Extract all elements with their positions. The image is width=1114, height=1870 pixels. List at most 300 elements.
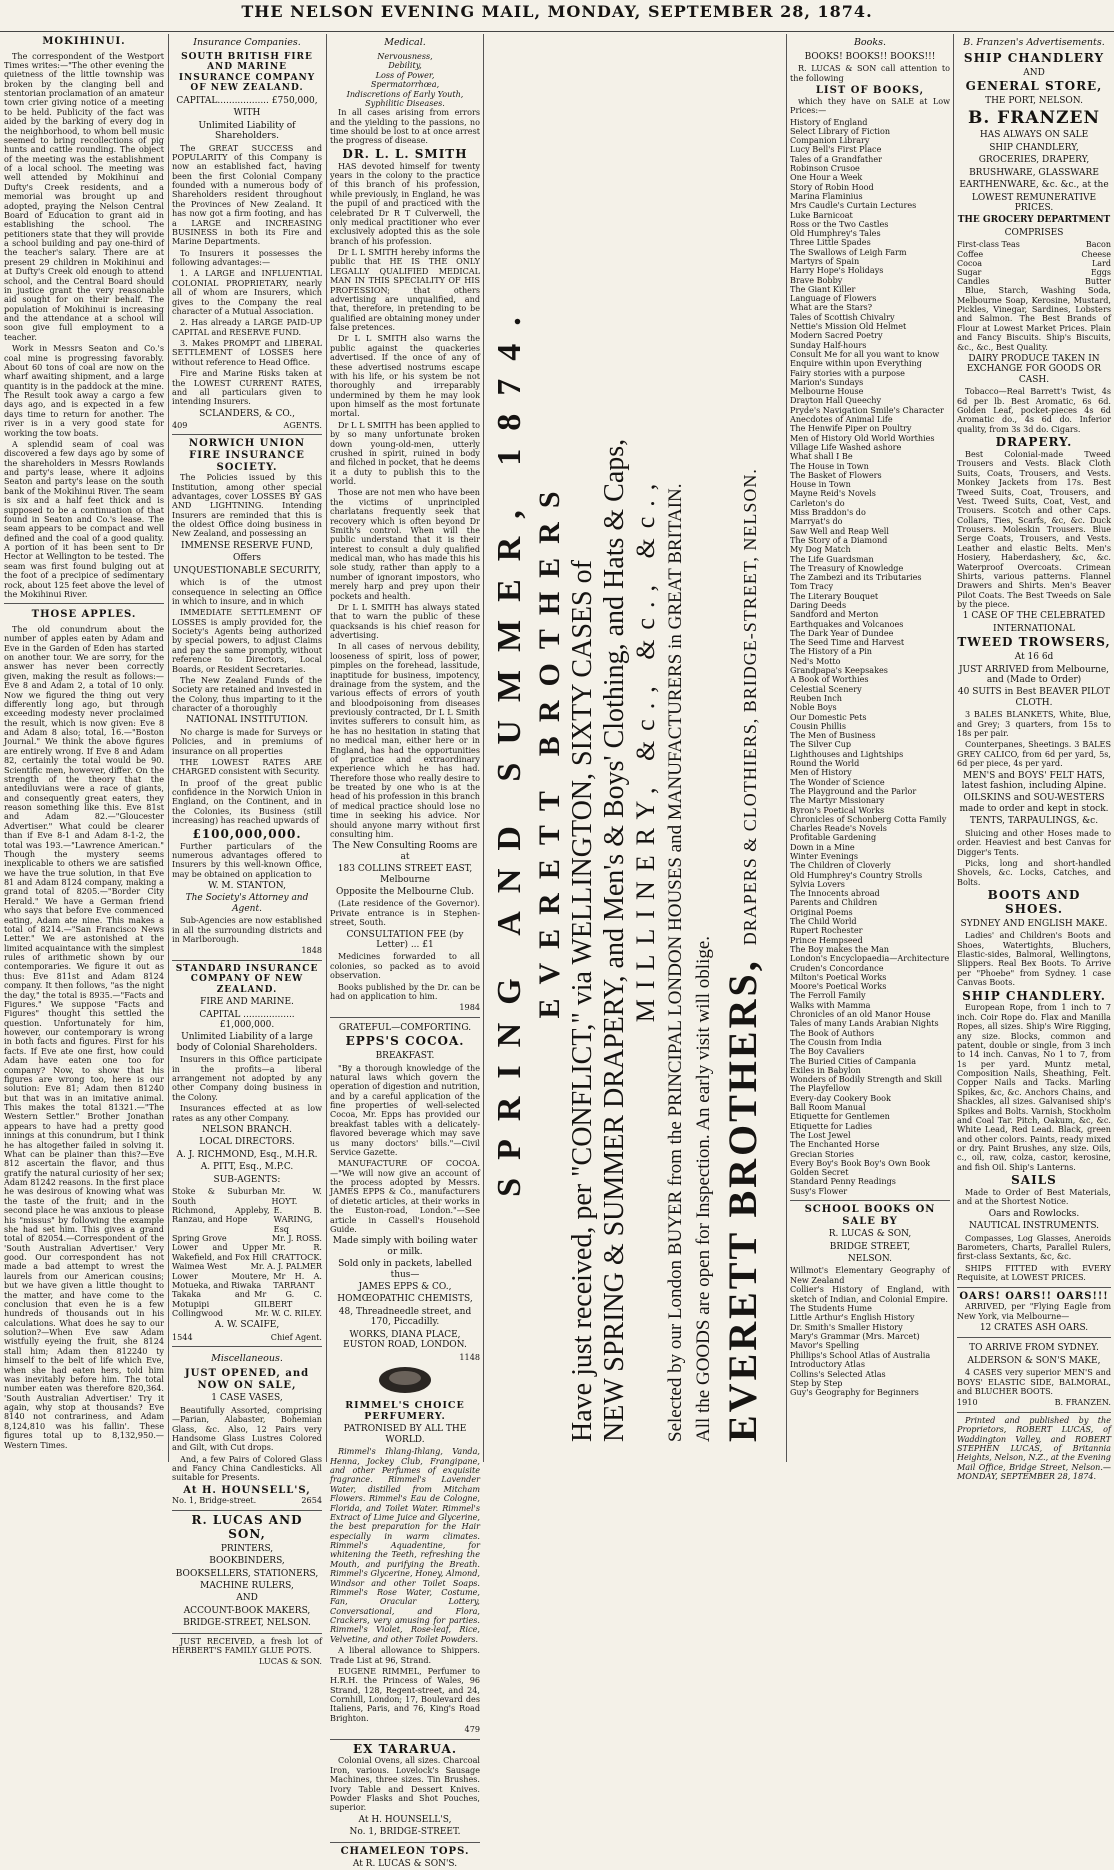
- ad-text: THE GROCERY DEPARTMENT: [957, 215, 1111, 226]
- ad-number: 1848: [301, 945, 322, 956]
- school-book-item: Phillips's School Atlas of Australia: [790, 1349, 931, 1360]
- book-list-item: Mayne Reid's Novels: [790, 488, 876, 499]
- ad-title-norwich-union: NORWICH UNION FIRE INSURANCE SOCIETY.: [188, 438, 306, 473]
- column-3: [330, 34, 480, 1870]
- section-heading-franzen: B. Franzen's Advertisements.: [963, 37, 1105, 48]
- ad-text: European Rope, from 1 inch to 7 inch. Coir Rope do. Flax and Manilla Ropes, all sizes. Ship's Wire Rigging, any size. Blocks, common and patent, double or single, from 3 inch to 14 inch. Canvas, No 1 to 7, from 1s per yard. Muntz metal, Composition Nails, Sheathing, Felt. Copper Nails and Tacks. Marling Spikes, &c, &c. Anchors Chains, and Shackles, all sizes. Galvanised ship's Spikes and Bolts. Varnish, Stockholm and Coal Tar. Pitch, Oakum, &c, &c. White Lead, Red Lead. Black, green and other colors. Paints, ready mixed or dry. Paint Brushes, any size. Oils, c., oil, raw, colza, castor, kerosine, and fish Oil. Ship's Lanterns.: [957, 1002, 1111, 1172]
- school-book-item: Little Arthur's English History: [790, 1312, 915, 1323]
- ad-text: HAS ALWAYS ON SALE: [979, 130, 1089, 141]
- ad-text: LOCAL DIRECTORS.: [199, 1137, 295, 1148]
- ad-text: SYDNEY AND ENGLISH MAKE.: [960, 918, 1108, 929]
- ad-signature: B. FRANZEN.: [1054, 1397, 1111, 1408]
- ad-text: Picks, long and short-handled Shovels, &c. Locks, Catches, and Bolts.: [957, 857, 1111, 887]
- book-list-item: The Wonder of Science: [790, 776, 885, 787]
- book-list-item: Old Humphrey's Tales: [790, 228, 881, 239]
- book-list-item: Men of History Old World Worthies: [790, 432, 935, 443]
- ad-text: The New Zealand Funds of the Society are retained and invested in the Colony, thus imparting to it the character of a thoroughly: [172, 674, 322, 714]
- ad-text: HAS devoted himself for twenty years in the colony to the practice of this branch of his profession, while previously, in England, he was the pupil of and practiced with the celebrated Dr R T Culverwell, the only medical practitioner who ever exclusively adopted this as the sole branch of his profession.: [330, 160, 480, 246]
- ad-text: Sub-Agencies are now established in all the surrounding districts and in Marlborough.: [172, 915, 322, 945]
- book-list-item: The Innocents abroad: [790, 888, 880, 899]
- ad-text: EARTHENWARE, &c. &c., at the: [959, 180, 1109, 191]
- ad-signature: W. M. STANTON,: [208, 881, 286, 892]
- section-heading-misc: Miscellaneous.: [211, 1353, 283, 1365]
- grocery-list: [957, 240, 1111, 286]
- ad-text: 1 CASE VASES,: [211, 1393, 283, 1404]
- ad-text: HOMŒOPATHIC CHEMISTS,: [337, 1294, 473, 1305]
- ad-text: Indiscretions of Early Youth,: [346, 88, 464, 99]
- column-1: [4, 34, 164, 1462]
- ad-title-dr-smith: DR. L. L. SMITH: [342, 146, 468, 161]
- ad-text: WITH: [233, 108, 261, 119]
- ad-signature: LUCAS & SON.: [258, 1656, 322, 1667]
- ad-text: Sold only in packets, labelled thus—: [338, 1259, 472, 1280]
- ad-text: AGENTS.: [283, 420, 322, 431]
- masthead: THE NELSON EVENING MAIL, MONDAY, SEPTEMBER 28, 1874.: [0, 0, 1114, 32]
- book-list-item: The Boy makes the Man: [790, 943, 890, 954]
- ad-text: 3 BALES BLANKETS, White, Blue, and Grey; 3 quarters, from 15s to 18s per pair.: [957, 709, 1111, 739]
- ad-text: TO ARRIVE FROM SYDNEY.: [969, 1343, 1099, 1354]
- sub-agent-district: Stoke & Suburban South: [172, 1186, 268, 1206]
- book-list-item: Cruden's Concordance: [790, 962, 884, 973]
- ad-text: A. PITT, Esq., M.P.C.: [200, 1162, 294, 1173]
- book-list-item: The Playfellow: [790, 1083, 851, 1094]
- ad-text: LOWEST REMUNERATIVE PRICES.: [971, 192, 1097, 214]
- book-list-item: Round the World: [790, 758, 860, 769]
- ad-text: COMPRISES: [1004, 227, 1064, 238]
- book-list-item: What shall I Be: [790, 451, 853, 462]
- book-list-item: The Ferroll Family: [790, 990, 866, 1001]
- book-list-item: Every Boy's Book Boy's Own Book: [790, 1157, 931, 1168]
- ad-rotated-line: DRAPERS & CLOTHIERS, BRIDGE-STREET, NELSON.: [740, 468, 760, 946]
- book-list-item: Tales of a Grandfather: [790, 153, 883, 164]
- ad-number: 1910: [957, 1397, 978, 1408]
- sub-agent-name: Mr. R. CRATTOCK.: [271, 1242, 322, 1262]
- book-list-item: The Playground and the Parlor: [790, 785, 917, 796]
- book-list-item: Grecian Stories: [790, 1148, 854, 1159]
- ad-text: SHIP CHANDLERY,: [989, 142, 1079, 153]
- book-list-item: The Seed Time and Harvest: [790, 637, 905, 648]
- ad-number: 1148: [459, 1351, 480, 1362]
- ad-title-school-books: SCHOOL BOOKS ON SALE BY: [804, 1203, 936, 1227]
- book-list-item: Ball Room Manual: [790, 1102, 866, 1113]
- book-list-item: The Cousin from India: [790, 1036, 882, 1047]
- ad-text: 12 CRATES ASH OARS.: [979, 1322, 1089, 1333]
- ad-text: NELSON.: [847, 1254, 893, 1265]
- book-list-item: Tales of many Lands Arabian Nights: [790, 1018, 939, 1029]
- book-list-item: Three Little Spades: [790, 237, 871, 248]
- book-list-item: Prince Hempseed: [790, 934, 863, 945]
- book-list-item: Moore's Poetical Works: [790, 981, 887, 992]
- ad-rotated-line: Have just received, per "CONFLICT," via WELLINGTON, SIXTY CASES of: [567, 560, 598, 1442]
- ad-text: SHIPS FITTED with EVERY Requisite, at LOWEST PRICES.: [957, 1262, 1111, 1283]
- book-list-item: The Literary Bouquet: [790, 590, 879, 601]
- sub-agent-row: [172, 1272, 322, 1291]
- grocery-row: [957, 240, 1111, 249]
- ad-text: MANUFACTURE OF COCOA.—"We will now give an account of the process adopted by Messrs. JAMES EPPS & Co., manufacturers of dietetic articles, at their works in the Euston-road, London."—See article in Cassell's Household Guide.: [330, 1158, 480, 1234]
- sub-agent-district: Waimea West: [172, 1261, 227, 1272]
- ad-rotated-line: EVERETT BROTHERS: [533, 477, 566, 1019]
- ad-title-south-british: SOUTH BRITISH FIRE AND MARINE INSURANCE COMPANY OF NEW ZEALAND.: [178, 52, 316, 94]
- ad-text: At 16 6d: [1014, 652, 1054, 663]
- everett-brothers-ad: [485, 34, 783, 1462]
- sub-agent-name: Mr G. C. GILBERT: [254, 1289, 322, 1309]
- book-list-item: Story of Robin Hood: [790, 181, 874, 192]
- ad-text: At H. HOUNSELL'S,: [358, 1814, 452, 1825]
- grocery-row: [957, 268, 1111, 277]
- ad-text: SUB-AGENTS:: [213, 1174, 281, 1185]
- book-list-item: Lucy Bell's First Place: [790, 144, 882, 155]
- book-list-item: Brave Bobby: [790, 274, 843, 285]
- rimmel-emblem-image: [330, 1362, 480, 1398]
- ad-title-oars: OARS! OARS!! OARS!!!: [959, 1290, 1109, 1302]
- ad-text: 4 CASES very superior MEN'S and BOYS' ELASTIC SIDE, BALMORAL, and BLUCHER BOOTS.: [957, 1367, 1111, 1397]
- book-list-item: The Men of Business: [790, 730, 876, 741]
- ad-text: MACHINE RULERS,: [200, 1580, 294, 1591]
- book-list-item: Reuben Inch: [790, 692, 843, 703]
- ad-text: PRINTERS,: [220, 1543, 274, 1554]
- school-book-item: Step by Step: [790, 1377, 843, 1388]
- ad-text: Dr L L SMITH also warns the public against the quackeries advertised. If the once of any of these advertised nostrums escape with his life, or his system be not thoroughly and irreparably undermined by them he may look upon himself as the most fortunate mortal.: [330, 333, 480, 419]
- book-list-item: What are the Stars?: [790, 302, 873, 313]
- article-paragraph: The old conundrum about the number of apples eaten by Adam and Eve in the Garden of Eden has started on another tour. We are sorry, for the answer has never been correctly given, making the result as follows:—Eve 8 and Adam 2, a total of 10 only. Now we figured the thing out very differently long ago, but through exceeding modesty never proclaimed the result, which is now given: Eve 8 and Adam 8 also; total, 16.—"Boston Journal." We think the above figures are entirely wrong. If Eve 8 and Adam 82, certainly the total would be 90. Scientific men, however, differ. On the strength of the theory that the antediluvians were a race of giants, and consequently great eaters, they reason something like this. Eve 81st and Adam 82.—"Gloucester Advertiser." What could be clearer than if Eve 8-1 and Adam 8-1-2, the total was 193.—"Lawrence American." Though the mystery seems inexplicable to others we are satisfied we have the true solution, in that Eve 81 and Adam 8124 company, making a grand total of 8205.—"Border City Herald." We have a German friend who says that before Eve commenced eating, Adam ate nine. This makes a total of 8214.—"San Francisco News Letter." We are astonished at the limited acquaintance with the simplest rules of arithmetic shown by our contemporaries. We figure it out as thus: Eve 811st and Adam 8124 company. It then follows, "as the night the day," the total is 8935.—"Facts and Figures." We suppose "Facts and Figures" thought this settled the question. Unfortunately for him, however, our contemporary is wrong in both facts and figures. First for his facts. If Eve ate one first, how could Adam have eaten one too for company? Now, to show that his figures are wrong too, here is our solution: Eve 81; Adam then 81240 but that was in an imitative animal. This makes the total 81321.—"The Western Settler." Brother Jonathan appears to have had a pretty good innings at this conundrum, but I think he has altogether failed in solving it. What can be plainer than this?—Eve 812 ascertain the flavor, and thus gratify the natural curiosity of her sex; Adam 81242 reasons. In the first place he was desirous of knowing what was the taste of the fruit; and in the second place he was anxious to please his "missus" by following the example she had set him. This gives a grand total of 82054.—Correspondent of the 'South Australian Advertiser.' Very good. Our correspondent has not made a bad attempt to wrest the laurels from our American cousins; but we have given a little thought to the matter, and have come to the conclusion that even he is a few hundreds of thousands out in his calculations. What does he say to our solution?—When Eve saw Adam wistfully eyeing the fruit, she 8124 stall him; Adam then 812240 ty himself to the belt of life which Eve, when she had eaten hers, told him was inevitably before him. The total number eaten was therefore 820,364. 'South Australian Advertiser.' Try it again, why stop at thousands? Eve 8140 not contrariness, and Adam 8,124,810 was his fallin'. These figures total up to 8,132,950.—Western Times.: [4, 623, 164, 1450]
- book-list-item: Enquire within upon Everything: [790, 358, 922, 369]
- ad-text: EUGENE RIMMEL, Perfumer to H.R.H. the Princess of Wales, 96 Strand, 128, Regent-street, and 24, Cornhill, London; 17, Boulevard des Italiens, Paris, and 76, King's Road Brighton.: [330, 1665, 480, 1723]
- ad-number: 1984: [459, 1002, 480, 1013]
- book-list-item: Luke Barnicoat: [790, 209, 853, 220]
- ad-text: NATIONAL INSTITUTION.: [186, 715, 308, 726]
- ad-text: Books published by the Dr. can be had on application to him.: [330, 981, 480, 1001]
- ad-title-list-of-books: LIST OF BOOKS,: [815, 85, 925, 97]
- ad-text: GRATEFUL—COMFORTING.: [338, 1022, 472, 1033]
- section-heading-books: Books.: [853, 37, 887, 48]
- book-list-item: Byron's Poetical Works: [790, 804, 885, 815]
- ad-title-lucas: R. LUCAS AND SON,: [191, 1512, 303, 1541]
- school-book-item: Guy's Geography for Beginners: [790, 1387, 919, 1398]
- book-list-item: Carleton's do: [790, 497, 845, 508]
- ad-text: MEN'S and BOYS' FELT HATS, latest fashion, including Alpine.: [961, 770, 1107, 792]
- book-list-item: Daring Deeds: [790, 599, 847, 610]
- book-list-item: Tales of Scottish Chivalry: [790, 311, 895, 322]
- grocery-item: Eggs: [1090, 267, 1111, 277]
- ad-text: The Society's Attorney and Agent.: [185, 893, 309, 914]
- book-list-item: Walks with Mamma: [790, 999, 871, 1010]
- ad-text: Made to Order of Best Materials, and at the Shortest Notice.: [957, 1187, 1111, 1207]
- ad-text: Blue, Starch, Washing Soda, Melbourne Soap, Kerosine, Mustard, Pickles, Vinegar, Sardines, Lobsters and Salmon. The Best Brands of Flour at Lowest Market Prices. Plain and Fancy Biscuits. Ship's Biscuits, &c., &c., Best Quality.: [957, 285, 1111, 352]
- ad-title-rimmel: RIMMEL'S CHOICE PERFUMERY.: [345, 1400, 465, 1423]
- grocery-item: Candles: [957, 277, 990, 287]
- book-list-item: The Zambezi and its Tributaries: [790, 572, 922, 583]
- grocery-item: First-class Teas: [957, 240, 1020, 250]
- ad-text: To Insurers it possesses the following advantages:—: [172, 247, 322, 268]
- ad-text: Colonial Ovens, all sizes. Charcoal Iron, various. Lovelock's Sausage Machines, three sizes. Tin Brushes. Ivory Table and Dessert Knives. Powder Flasks and Shot Pouches, superior.: [330, 1755, 480, 1813]
- sub-agent-name: E. B. WARING, Esq: [273, 1204, 322, 1234]
- ad-title-sails: SAILS: [1011, 1173, 1057, 1188]
- book-list-item: Our Domestic Pets: [790, 711, 867, 722]
- ad-text: ARRIVED, per "Flying Eagle from New York, via Melbourne—: [957, 1301, 1111, 1321]
- ad-text: BOOKBINDERS,: [209, 1556, 285, 1567]
- ad-signature: SCLANDERS, & CO.,: [199, 408, 295, 419]
- ad-text: Fire and Marine Risks taken at the LOWEST CURRENT RATES, and all particulars given to intending Insurers.: [172, 368, 322, 407]
- ad-text: A liberal allowance to Shippers. Trade List at 96, Strand.: [330, 1645, 480, 1665]
- ad-text: TWEED TROWSERS,: [957, 635, 1111, 650]
- ad-text: UNQUESTIONABLE SECURITY,: [173, 565, 321, 576]
- ad-text: TENTS, TARPAULINGS, &c.: [969, 816, 1099, 827]
- sub-agent-district: Takaka and Motupipi: [172, 1289, 251, 1309]
- ad-title-tararua: EX TARARUA.: [352, 1741, 458, 1756]
- book-list-item: Every-day Cookery Book: [790, 1092, 891, 1103]
- book-list-item: Earthquakes and Volcanoes: [790, 618, 904, 629]
- ad-text: No. 1, BRIDGE-STREET.: [349, 1827, 461, 1838]
- book-list-item: Drayton Hall Queechy: [790, 395, 882, 406]
- ad-text: Unlimited Liability of a large body of Colonial Shareholders.: [176, 1032, 318, 1053]
- sub-agent-name: Mr. W. HOYT.: [271, 1186, 322, 1206]
- ad-text: 183 COLLINS STREET EAST, Melbourne: [337, 864, 473, 885]
- ad-title-boots: BOOTS AND SHOES.: [987, 888, 1081, 916]
- ad-text: In all cases arising from errors and the yielding to the passions, no time should be lost to at once arrest the progress of disease.: [330, 107, 480, 146]
- sub-agent-district: Lower and Upper Wakefield, and Fox Hill: [172, 1242, 268, 1262]
- ad-text: Loss of Power,: [375, 69, 435, 80]
- ad-text: Tobacco—Real Barrett's Twist, 4s 6d per lb. Best Aromatic, 6s 6d. Golden Leaf, pocket-pieces 4s 6d Aromatic do., 4s 6d do. Inferior quality, from 3s 3d do. Cigars.: [957, 386, 1111, 434]
- school-book-item: The Students Hume: [790, 1302, 872, 1313]
- school-book-item: Mary's Grammar (Mrs. Marcet): [790, 1331, 920, 1342]
- ad-text: BOOKS! BOOKS!! BOOKS!!!: [804, 52, 936, 63]
- ad-title-just-opened: JUST OPENED, and NOW ON SALE,: [184, 1368, 310, 1391]
- sub-agent-name: Mr. J. ROSS.: [271, 1233, 322, 1244]
- ad-text: Insurances effected at as low rates as any other Company.: [172, 1103, 322, 1123]
- book-list-item: Select Library of Fiction: [790, 125, 891, 136]
- ad-text: BRIDGE STREET,: [829, 1241, 911, 1252]
- ad-text: Chief Agent.: [270, 1331, 322, 1342]
- ad-text: ALDERSON & SON'S MAKE,: [967, 1355, 1101, 1366]
- book-list-item: Ross or the Two Castles: [790, 218, 889, 229]
- book-list-item: Etiquette for Ladies: [790, 1120, 873, 1131]
- ad-rotated-line: SPRING AND SUMMER, 1874.: [491, 299, 528, 1197]
- book-list-item: Anecdotes of Animal Life: [790, 414, 893, 425]
- ad-text: Dr L L SMITH has been applied to by so many unfortunate broken down young-old-men, utterly crushed in spirit, ruined in body and filched in pocket, that he deems it a duty to publish this to the world.: [330, 419, 480, 487]
- ad-text: WORKS, DIANA PLACE, EUSTON ROAD, LONDON.: [343, 1329, 467, 1351]
- ad-text: AND: [1023, 67, 1045, 78]
- ad-text: JUST ARRIVED from Melbourne, and (Made to Order): [958, 664, 1110, 686]
- ad-text: Counterpanes, Sheetings. 3 BALES GREY CALICO, from 6d per yard, 5s, 6d per piece, 4s per yard.: [957, 739, 1111, 769]
- ad-text: which they have on SALE at Low Prices:—: [790, 95, 950, 116]
- ad-text: The Policies issued by this Institution, among other special advantages, cover LOSSES BY GAS AND LIGHTNING. Intending Insurers are reminded that this is the oldest Office doing business in New Zealand, and possessing an: [172, 472, 322, 539]
- school-book-item: Collins's Selected Atlas: [790, 1368, 886, 1379]
- section-heading-medical: Medical.: [384, 37, 426, 48]
- book-list-item: Cousin Phillis: [790, 720, 846, 731]
- ad-text: GENERAL STORE,: [965, 79, 1103, 94]
- book-list-item: Marryat's do: [790, 516, 843, 527]
- sub-agent-name: Mr. A. J. PALMER: [250, 1261, 322, 1272]
- book-list-item: Down in a Mine: [790, 841, 855, 852]
- ad-text: 1 CASE OF THE CELEBRATED: [962, 611, 1106, 622]
- book-list-item: The Life Guardsman: [790, 553, 874, 564]
- ad-text: OILSKINS and SOU-WESTERS made to order and kept in stock.: [959, 793, 1109, 814]
- article-heading-apples: THOSE APPLES.: [31, 609, 137, 621]
- ad-title-epps: EPPS'S COCOA.: [345, 1034, 465, 1049]
- book-list-item: London's Encyclopaedia—Architecture: [790, 953, 950, 964]
- book-list-item: The Child World: [790, 916, 857, 927]
- book-list-item: Tom Tracy: [790, 581, 834, 592]
- ad-text: Medicines forwarded to all colonies, so packed as to avoid observation.: [330, 951, 480, 981]
- ad-text: THE PORT, NELSON.: [985, 96, 1083, 107]
- ad-text: Debility,: [388, 60, 422, 71]
- sub-agent-district: Lower Moutere, Motueka, and Riwaka: [172, 1270, 270, 1290]
- book-list-item: The Swallows of Leigh Farm: [790, 246, 907, 257]
- ad-text: Opposite the Melbourne Club.: [335, 887, 475, 898]
- article-heading-mokihinui: MOKIHINUI.: [42, 36, 126, 47]
- book-list-item: The Giant Killer: [790, 283, 856, 294]
- sub-agent-row: [172, 1187, 322, 1206]
- book-list-item: Grandpapa's Keepsakes: [790, 665, 888, 676]
- book-list-item: Golden Secret: [790, 1167, 849, 1178]
- book-list-item: Marion's Sundays: [790, 376, 864, 387]
- ad-rotated-line: Selected by our London BUYER from the PRINCIPAL LONDON HOUSES and MANUFACTURERS in GREAT BRITAIN.: [665, 483, 686, 1442]
- book-list-item: Original Poems: [790, 906, 853, 917]
- book-list-item: The History of a Pin: [790, 646, 873, 657]
- book-list-item: The House in Town: [790, 460, 869, 471]
- ad-text: Syphilitic Diseases.: [365, 97, 445, 108]
- sub-agent-name: Mr H. A. TARRANT: [273, 1270, 322, 1290]
- ad-text: Best Colonial-made Tweed Trousers and Vests. Black Cloth Suits, Coats, Trousers, and Vests. Monkey Jackets from 17s. Best Tweed Suits, Coat, Trousers, and Vest. Tweed Suits, Coat, Vest, and Trousers. Scotch and other Caps. Collars, Ties, Scarfs, &c, &c. Duck Trousers. Moleskin Trousers. Blue Serge Coats, Trousers, and Vests. Leather and elastic Belts. Men's Hosiery, Haberdashery, &c, &c. Waterproof Overcoats. Crimean Shirts, various patterns. Flannel Drawers and Shirts. Men's Beaver Pilot Coats. The Best Tweeds on Sale by the piece.: [957, 449, 1111, 610]
- book-list-item: Robinson Crusoe: [790, 163, 860, 174]
- book-list-item: Saw Well and Reap Well: [790, 525, 889, 536]
- ad-text: INTERNATIONAL: [993, 623, 1075, 634]
- ad-text: Dr L L SMITH has always stated that to warn the public of these quacksands is his chief reason for advertising.: [330, 601, 480, 641]
- article-paragraph: Work in Messrs Seaton and Co.'s coal mine is progressing favorably. About 60 tons of coal are now on the wharf awaiting shipment, and a large quantity is in the paddock at the mine. The Result took away a cargo a few days ago, and is expected in a few days time to return for another. The river is in a very good state for working the tow boats.: [4, 343, 164, 438]
- book-list-item: Modern Sacred Poetry: [790, 330, 883, 341]
- school-book-item: Dr. Smith's Smaller History: [790, 1321, 903, 1332]
- grocery-item: Cheese: [1081, 249, 1111, 259]
- ad-text: Rimmel's Ihlang-Ihlang, Vanda, Henna, Jockey Club, Frangipane, and other Perfumes of exquisite fragrance. Rimmel's Lavender Water, distilled from Mitcham Flowers. Rimmel's Eau de Cologne, Florida, and Toilet Water. Rimmel's Extract of Lime Juice and Glycerine, the best preparation for the Hair especially in warm climates. Rimmel's Aquadentine, for whitening the Teeth, refreshing the Mouth, and purifying the Breath. Rimmel's Glycerine, Honey, Almond, Windsor and other Toilet Soaps. Rimmel's Rose Water, Costume, Fan, Oracular Lottery, Conversational, and Flora, Crackers, very amusing for parties. Rimmel's Violet, Rose-leaf, Rice, Velvetine, and other Toilet Powders.: [330, 1446, 480, 1644]
- sub-agent-district: Richmond, Appleby, Ranzau, and Hope: [172, 1204, 270, 1225]
- sub-agent-district: Collingwood: [172, 1308, 224, 1319]
- ad-text: BREAKFAST.: [375, 1051, 435, 1062]
- ad-text: CAPITAL.................. £750,000,: [176, 95, 318, 106]
- book-list-item: The Book of Authors: [790, 1027, 875, 1038]
- ad-text: NELSON BRANCH.: [201, 1124, 293, 1135]
- book-list-item: Winter Evenings: [790, 851, 859, 861]
- ad-title-chameleon: CHAMELEON TOPS.: [340, 1845, 470, 1857]
- book-list-item: Rupert Rochester: [790, 925, 863, 936]
- school-book-list: [790, 1266, 950, 1397]
- ad-text: CONSULTATION FEE (by Letter) ... £1: [346, 929, 464, 951]
- ad-rotated-line: NEW SPRING & SUMMER DRAPERY, and Men's & Boys' Clothing, and Hats & Caps,: [599, 438, 630, 1442]
- sub-agent-district: Spring Grove: [172, 1233, 227, 1244]
- ad-list-item: 2. Has already a LARGE PAID-UP CAPITAL and RESERVE FUND.: [172, 317, 322, 337]
- book-list-item: Fairy stories with a purpose: [790, 367, 905, 378]
- book-list-item: Chronicles of Schonberg Cotta Family: [790, 813, 947, 824]
- ad-text: which is of the utmost consequence in selecting an Office in which to insure, and in which: [172, 577, 322, 606]
- book-list-item: House in Town: [790, 479, 851, 490]
- grocery-item: Cocoa: [957, 258, 983, 268]
- ad-text: "By a thorough knowledge of the natural laws which govern the operation of digestion and nutrition, and by a careful application of the fine properties of well-selected Cocoa, Mr. Epps has provided our breakfast tables with a delicately-flavored beverage which may save us many doctors' bills."—Civil Service Gazette.: [330, 1062, 480, 1157]
- book-list-item: The Buried Cities of Campania: [790, 1055, 917, 1066]
- section-heading-insurance: Insurance Companies.: [193, 37, 301, 48]
- ad-text: At R. LUCAS & SON'S.: [352, 1859, 458, 1870]
- book-list-item: The Lost Jewel: [790, 1129, 851, 1140]
- ad-text: Beautifully Assorted, comprising—Parian, Alabaster, Bohemian Glass, &c. Also, 12 Pairs very Handsome Glass Lustres Colored and Gilt, with Cut drops.: [172, 1404, 322, 1453]
- grocery-row: [957, 259, 1111, 268]
- ad-text: Dr L L SMITH hereby informs the public that HE IS THE ONLY LEGALLY QUALIFIED MEDICAL MAN IN THIS SPECIALITY OF HIS PROFESSION; that others advertising are unqualified, and that, therefore, in pretending to be qualified are obtaining money under false pretences.: [330, 247, 480, 333]
- ad-text: Ladies' and Children's Boots and Shoes, Watertights, Bluchers, Elastic-sides, Balmoral, Wellingtons, Slippers. Real Bex Boots. To Arrive per "Phoebe" from Sydney. 1 case Canvas Boots.: [957, 930, 1111, 988]
- book-list-item: Companion Library: [790, 135, 870, 146]
- ad-text: The New Consulting Rooms are at: [332, 841, 478, 862]
- book-list-item: Nettie's Mission Old Helmet: [790, 321, 907, 332]
- book-list-item: The Enchanted Horse: [790, 1139, 880, 1150]
- ad-text: NAUTICAL INSTRUMENTS.: [968, 1221, 1100, 1232]
- ad-text: AND: [236, 1593, 258, 1604]
- book-list-item: The Boy Cavaliers: [790, 1046, 865, 1057]
- book-list-item: Lighthouses and Lightships: [790, 748, 904, 759]
- school-book-item: Collier's History of England, with sketch of Indian, and Colonial Empire.: [790, 1284, 950, 1304]
- book-list-item: The Henwife Piper on Poultry: [790, 423, 912, 434]
- ad-text: PATRONISED BY ALL THE WORLD.: [343, 1424, 467, 1445]
- ad-text: (Late residence of the Governor). Private entrance is in Stephen-street, South.: [330, 898, 480, 928]
- book-list-item: The Basket of Flowers: [790, 469, 882, 480]
- ad-text: CAPITAL .................. £1,000,000.: [199, 1009, 295, 1031]
- ad-text: Further particulars of the numerous advantages offered to Insurers by this well-known Office, may be obtained on application to: [172, 840, 322, 879]
- book-list-item: Ned's Motto: [790, 655, 841, 666]
- ad-text: IMMENSE RESERVE FUND,: [181, 540, 313, 551]
- ad-title-ship-chandlery: SHIP CHANDLERY: [963, 51, 1105, 66]
- book-list-item: Harry Hope's Holidays: [790, 265, 884, 276]
- ad-title-drapery: DRAPERY.: [995, 435, 1073, 450]
- book-list-item: Wonders of Bodily Strength and Skill: [790, 1074, 943, 1085]
- ad-text: ACCOUNT-BOOK MAKERS,: [183, 1605, 311, 1616]
- book-list-item: Parents and Children: [790, 897, 878, 908]
- book-list-item: The Dark Year of Dundee: [790, 627, 894, 638]
- sub-agent-name: Mr. W. C. RILEY.: [255, 1308, 322, 1319]
- ad-amount: £100,000,000.: [192, 826, 302, 841]
- ad-list-item: 3. Makes PROMPT and LIBERAL SETTLEMENT of LOSSES here without reference to Head Office.: [172, 338, 322, 367]
- ad-text: 40 SUITS in Best BEAVER PILOT CLOTH.: [957, 687, 1111, 708]
- book-list: [790, 118, 950, 1196]
- book-list-item: Sandford and Merton: [790, 609, 879, 620]
- book-list-item: Pryde's Navigation Smile's Character: [790, 404, 944, 415]
- ad-signature: A. W. SCAIFE,: [214, 1320, 280, 1331]
- ad-text: BRIDGE-STREET, NELSON.: [183, 1618, 311, 1629]
- book-list-item: Mrs Caudle's Curtain Lectures: [790, 200, 917, 211]
- ad-text: THE LOWEST RATES ARE CHARGED consistent with Security.: [172, 756, 322, 777]
- book-list-item: Susy's Flower: [790, 1185, 848, 1196]
- book-list-item: Etiquette for Gentlemen: [790, 1111, 890, 1122]
- ad-text: BRUSHWARE, GLASSWARE: [969, 167, 1099, 178]
- book-list-item: Language of Flowers: [790, 293, 877, 304]
- book-list-item: Noble Boys: [790, 702, 837, 713]
- ad-text: No charge is made for Surveys or Policies, and in premiums of insurance on all properties: [172, 726, 322, 756]
- ad-text: In all cases of nervous debility, looseness of spirit, loss of power, pimples on the forehead, lassitude, inaptitude for business, impotency, drainage from the system, and the various effects of errors of youth and bloodpoisoning from diseases previously contracted, Dr L L Smith invites sufferers to consult him, as he has no hesitation in stating that no medical man, either here or in England, has had the opportunities of practice and extraordinary experience which he has had. Therefore those who really desire to be treated by one who is at the head of his profession in this branch of medical practice should lose no time in seeking his advice. Nor should anyone marry without first consulting him.: [330, 641, 480, 839]
- ad-text: GROCERIES, DRAPERY,: [978, 155, 1090, 166]
- book-list-item: A Book of Worthies: [790, 674, 869, 685]
- imprint: Printed and published by the Proprietors, ROBERT LUCAS, of Waddington Valley, and ROBERT STEPHEN LUCAS, of Britannia Heights, Nelson, N.Z., at the Evening Mail Office, Bridge Street, Nelson.—MONDAY, SEPTEMBER 28, 1874.: [957, 1414, 1111, 1482]
- school-book-item: Mavor's Spelling: [790, 1340, 860, 1351]
- ad-text: Nervousness,: [377, 51, 433, 62]
- ad-text: BOOKSELLERS, STATIONERS,: [175, 1568, 319, 1579]
- book-list-item: Exiles in Babylon: [790, 1064, 861, 1075]
- grocery-row: [957, 250, 1111, 259]
- grocery-item: Lard: [1091, 258, 1111, 268]
- ad-title-standard: STANDARD INSURANCE COMPANY OF NEW ZEALAND.: [175, 963, 319, 995]
- book-list-item: Profitable Gardening: [790, 832, 877, 843]
- ad-text: IMMEDIATE SETTLEMENT OF LOSSES is amply provided for, the Society's Agents being authorized by special powers, to adjust Claims and pay the same promptly, without reference to Directors, Local Boards, or Resident Secretaries.: [172, 607, 322, 674]
- ad-text: The GREAT SUCCESS and POPULARITY of this Company is now an established fact, having been the first Colonial Company founded with a numerous body of Shareholders resident throughout the Provinces of New Zealand. It has now got a firm footing, and has a LARGE and INCREASING BUSINESS in both its Fire and Marine Departments.: [172, 142, 322, 247]
- ad-text: Oars and Rowlocks.: [988, 1208, 1080, 1219]
- book-list-item: The Silver Cup: [790, 739, 852, 750]
- book-list-item: Standard Penny Readings: [790, 1176, 896, 1187]
- ad-text: Offers: [232, 553, 262, 564]
- book-list-item: Chronicles of an old Manor House: [790, 1009, 931, 1020]
- grocery-item: Coffee: [957, 249, 984, 259]
